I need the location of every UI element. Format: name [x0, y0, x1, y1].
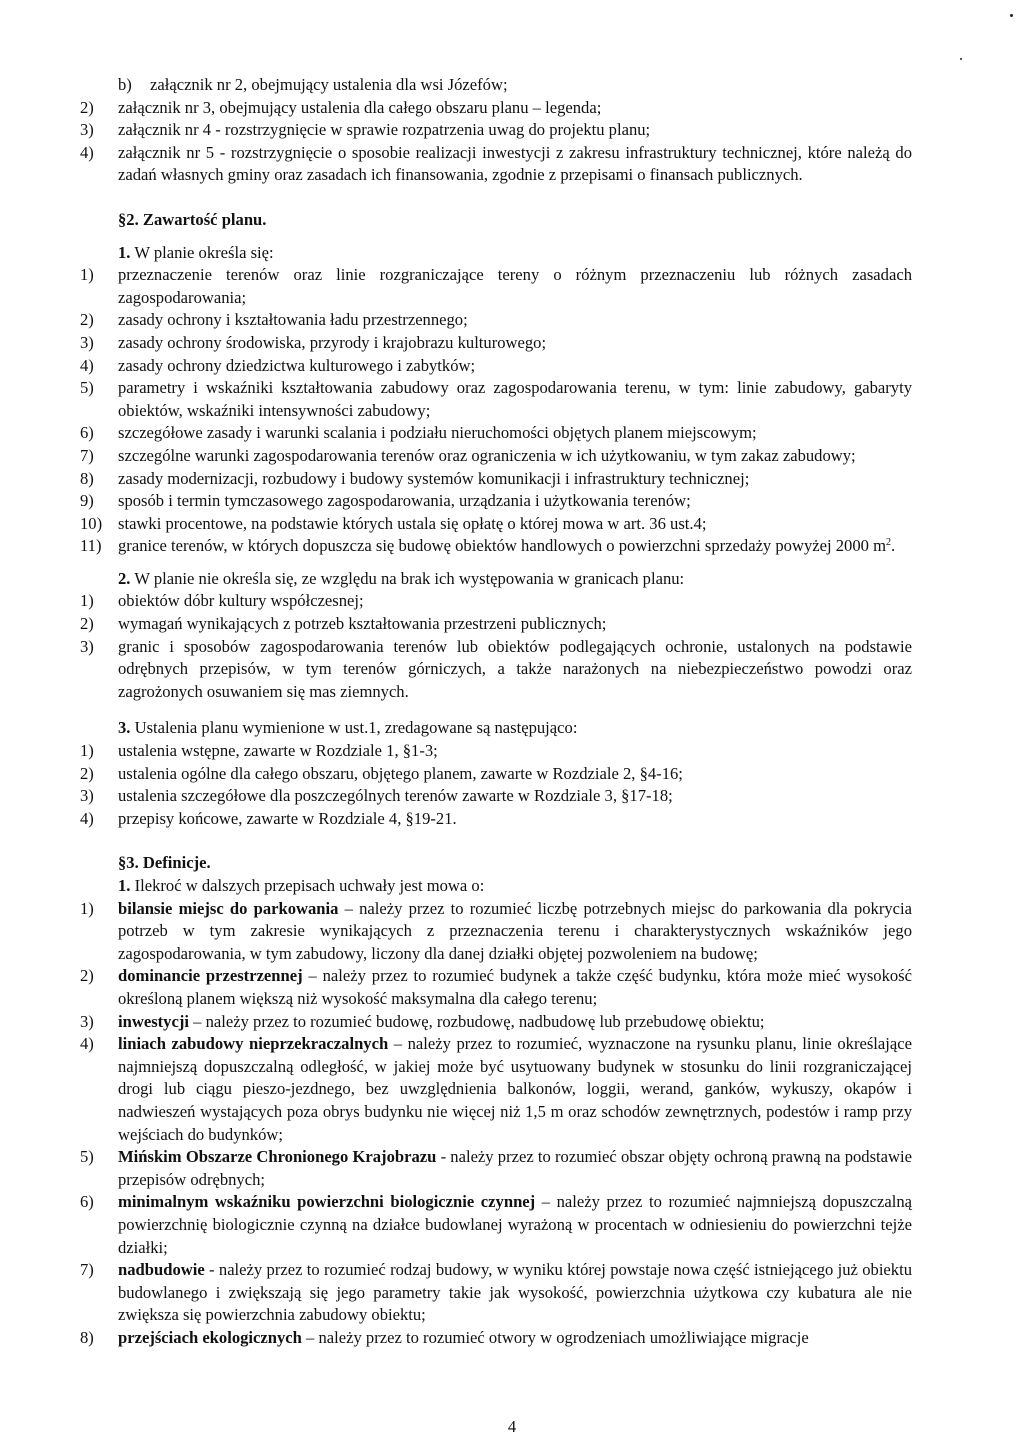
list-item: 3) ustalenia szczegółowe dla poszczególnych terenów zawarte w Rozdziale 3, §17-18; [80, 786, 673, 806]
definition-item: 3) inwestycji – należy przez to rozumieć budowę, rozbudowę, nadbudowę lub przebudowę obiektu; [80, 1011, 765, 1031]
attachment-item [0, 119, 1024, 142]
list-item: 2) zasady ochrony i kształtowania ładu przestrzennego; [80, 310, 468, 330]
definition-item: 6) minimalnym wskaźniku powierzchni biologicznie czynnej – należy przez to rozumieć najmniejszą dopuszczalną powierzchnię biologicznie czynną na działce budowlanej wyrażoną w procentach w odniesieniu do powierzchni tejże działki; [80, 1192, 912, 1257]
list-text: załącznik nr 4 - rozstrzygnięcie w sprawie rozpatrzenia uwag do projektu planu; [118, 120, 651, 140]
list-item: 2) wymagań wynikających z potrzeb kształtowania przestrzeni publicznych; [80, 614, 607, 634]
list-item: 1) przeznaczenie terenów oraz linie rozgraniczające tereny o różnym przeznaczeniu lub różnych zasadach zagospodarowania; [80, 265, 912, 307]
definition-item: 7) nadbudowie - należy przez to rozumieć rodzaj budowy, w wyniku której powstaje nowa część istniejącego już obiektu budowlanego i zwiększają się jego parametry takie jak wysokość, powierzchnia użytkowa czy kubatura ale nie zwiększa się powierzchnia zabudowy obiektu; [80, 1260, 912, 1325]
list-text: załącznik nr 3, obejmujący ustalenia dla całego obszaru planu – legenda; [118, 97, 602, 117]
section-heading: §3. Definicje. [118, 853, 211, 873]
definition-term: Mińskim Obszarze Chronionego Krajobrazu [118, 1147, 437, 1167]
list-item: 3) granic i sposobów zagospodarowania terenów lub obiektów podlegających ochronie, ustalonych na podstawie odrębnych przepisów, w tym terenów górniczych, a także narażonych na niebezpieczeństwo powodzi oraz zagrożonych osuwaniem się mas ziemnych. [80, 636, 912, 701]
list-text: załącznik nr 2, obejmujący ustalenia dla wsi Józefów; [150, 75, 508, 94]
list-item: 7) szczególne warunki zagospodarowania terenów oraz ograniczenia w ich użytkowaniu, w tym zakaz zabudowy; [80, 445, 856, 465]
definition-item: 1) bilansie miejsc do parkowania – należy przez to rozumieć liczbę potrzebnych miejsc do parkowania dla pokrycia potrzeb w tym zakresie wynikających z przeznaczenia terenu i charakterystycznych wskaźników jego zagospodarowania, w tym zabudowy, liczony dla danej działki objętej pozwoleniem na budowę; [80, 898, 913, 963]
list-item: 2) ustalenia ogólne dla całego obszaru, objętego planem, zawarte w Rozdziale 2, §4-16; [80, 763, 683, 783]
list-item: 4) przepisy końcowe, zawarte w Rozdziale 4, §19-21. [80, 808, 457, 828]
definition-term: inwestycji [118, 1011, 189, 1031]
list-number: 4) [80, 142, 94, 162]
definition-item: 8) przejściach ekologicznych – należy przez to rozumieć otwory w ogrodzeniach umożliwiające migracje [80, 1327, 809, 1347]
list-number: 3) [80, 120, 94, 140]
attachment-item [0, 142, 1024, 187]
definition-item: 2) dominancie przestrzennej – należy przez to rozumieć budynek a także część budynku, która może mieć wysokość określoną planem większą niż wysokość maksymalna dla całego terenu; [80, 966, 913, 1008]
definition-term: liniach zabudowy nieprzekraczalnych [118, 1034, 389, 1054]
list-item: 11) granice terenów, w których dopuszcza się budowę obiektów handlowych o powierzchni sprzedaży powyżej 2000 $m^2$. [80, 536, 896, 556]
scan-speck [960, 58, 962, 60]
subsection-intro: 3. Ustalenia planu wymienione w ust.1, zredagowane są następująco: [118, 718, 578, 738]
section-heading: §2. Zawartość planu. [118, 209, 267, 229]
list-item: 4) zasady ochrony dziedzictwa kulturowego i zabytków; [80, 355, 476, 375]
definition-term: przejściach ekologicznych [118, 1327, 302, 1347]
list-item: 1) ustalenia wstępne, zawarte w Rozdziale 1, §1-3; [80, 741, 438, 761]
definition-term: minimalnym wskaźniku powierzchni biologicznie czynnej [118, 1192, 536, 1212]
list-item: 1) obiektów dóbr kultury współczesnej; [80, 591, 364, 611]
list-number: 2) [80, 97, 94, 117]
definition-term: dominancie przestrzennej [118, 966, 303, 986]
attachment-item-b [0, 74, 1024, 97]
definition-term: bilansie miejsc do parkowania [118, 898, 339, 918]
subsection-intro: 1. W planie określa się: [118, 242, 274, 262]
list-item: 3) zasady ochrony środowiska, przyrody i krajobrazu kulturowego; [80, 332, 547, 352]
subsection-intro: 1. Ilekroć w dalszych przepisach uchwały jest mowa o: [118, 876, 485, 895]
page-number: 4 [507, 1417, 517, 1436]
definition-term: nadbudowie [118, 1260, 205, 1280]
scan-speck [1010, 14, 1013, 17]
list-number: b) [118, 75, 132, 94]
attachment-item [0, 97, 1024, 120]
list-item: 10) stawki procentowe, na podstawie których ustala się opłatę o której mowa w art. 36 ust.4; [80, 513, 707, 533]
definition-item: 4) liniach zabudowy nieprzekraczalnych – należy przez to rozumieć, wyznaczone na rysunku planu, linie określające najmniejszą dopuszczalną odległość, w jakiej może być usytuowany budynek w stosunku do linii rozgraniczającej drogi lub ciągu pieszo-jezdnego, bez uwzględnienia balkonów, loggii, werand, ganków, wykuszy, okapów i nadwieszeń wystających poza obrys budynku nie więcej niż 1,5 m oraz schodów zewnętrznych, podestów i ramp przy wejściach do budynków; [80, 1034, 912, 1144]
list-item: 9) sposób i termin tymczasowego zagospodarowania, urządzania i użytkowania terenów; [80, 491, 691, 511]
list-item: 5) parametry i wskaźniki kształtowania zabudowy oraz zagospodarowania terenu, w tym: linie zabudowy, gabaryty obiektów, wskaźniki intensywności zabudowy; [80, 378, 912, 420]
definition-item: 5) Mińskim Obszarze Chronionego Krajobrazu - należy przez to rozumieć obszar objęty ochroną prawną na podstawie przepisów odrębnych; [80, 1147, 912, 1189]
list-text: załącznik nr 5 - rozstrzygnięcie o sposobie realizacji inwestycji z zakresu infrastruktury technicznej, które należą do zadań własnych gminy oraz zasadach ich finansowania, zgodnie z przepisami o finansach publicznych. [118, 142, 912, 185]
list-item: 6) szczegółowe zasady i warunki scalania i podziału nieruchomości objętych planem miejscowym; [80, 423, 757, 443]
subsection-intro: 2. W planie nie określa się, ze względu na brak ich występowania w granicach planu: [118, 568, 685, 588]
list-item: 8) zasady modernizacji, rozbudowy i budowy systemów komunikacji i infrastruktury technicznej; [80, 468, 750, 488]
